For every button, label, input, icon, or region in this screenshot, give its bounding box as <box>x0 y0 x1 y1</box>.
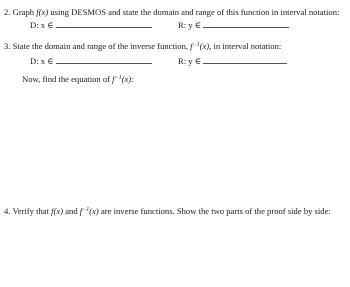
question-text: Verify that <box>12 206 49 216</box>
function-notation: f(x) <box>36 7 49 17</box>
question-2 <box>4 8 339 17</box>
function-notation: $f^{-1}(x)$, <box>190 41 212 51</box>
range-answer-line <box>178 57 287 66</box>
range-blank[interactable] <box>203 62 287 64</box>
question-number: 2. <box>4 7 11 17</box>
question-3 <box>4 42 281 51</box>
question-text: are inverse functions. Show the two parts of the proof side by side: <box>100 206 331 216</box>
domain-label: D: x ∈ <box>30 56 54 66</box>
domain-answer-line <box>30 21 152 30</box>
range-label: R: y ∈ <box>178 20 202 30</box>
domain-blank[interactable] <box>56 62 152 64</box>
question-text: Graph <box>12 7 35 17</box>
domain-blank[interactable] <box>56 26 152 28</box>
question-text: and <box>65 206 78 216</box>
function-notation: $f^{-1}(x)$: <box>112 74 135 84</box>
range-blank[interactable] <box>203 26 289 28</box>
question-number: 3. <box>4 41 11 51</box>
question-number: 4. <box>4 206 11 216</box>
question-text: using DESMOS and state the domain and range of this function in interval notation: <box>50 7 340 17</box>
function-notation: f(x) <box>51 206 64 216</box>
prompt-text: Now, find the equation of <box>22 74 110 84</box>
range-label: R: y ∈ <box>178 56 202 66</box>
function-notation: $f^{-1}(x)$ <box>79 206 99 216</box>
question-text: in interval notation: <box>213 41 282 51</box>
question-4 <box>4 207 331 216</box>
inverse-equation-prompt <box>22 75 134 84</box>
question-text: State the domain and range of the inverse function, <box>12 41 189 51</box>
range-answer-line <box>178 21 289 30</box>
domain-label: D: x ∈ <box>30 20 54 30</box>
domain-answer-line <box>30 57 152 66</box>
